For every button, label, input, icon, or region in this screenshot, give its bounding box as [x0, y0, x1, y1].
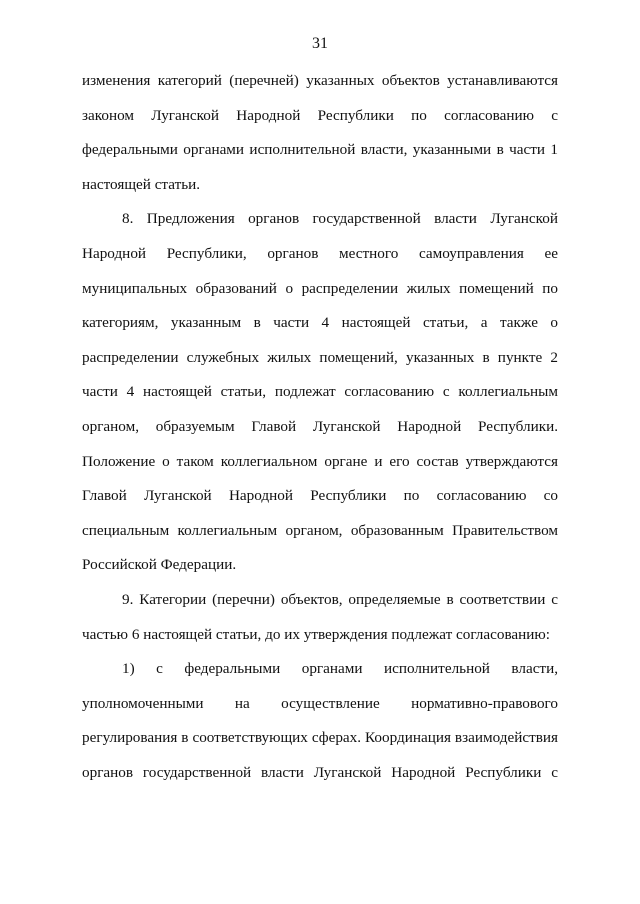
text-line: муниципальных образований о распределении жилых помещений по	[82, 279, 558, 297]
text-line: части 4 настоящей статьи, подлежат согласованию с коллегиальным	[82, 383, 558, 401]
text-line: уполномоченными на осуществление нормативно-правового	[82, 694, 558, 712]
text-line: категориям, указанным в части 4 настоящей статьи, а также о	[82, 314, 558, 332]
text-line: 9. Категории (перечни) объектов, определяемые в соответствии с	[122, 590, 558, 608]
text-line: Российской Федерации.	[82, 556, 237, 574]
text-line: Главой Луганской Народной Республики по согласованию со	[82, 487, 558, 505]
text-line: законом Луганской Народной Республики по согласованию с	[82, 106, 558, 124]
text-line: 1) с федеральными органами исполнительной власти,	[122, 660, 558, 678]
text-line: изменения категорий (перечней) указанных объектов устанавливаются	[82, 72, 558, 89]
text-line: распределении служебных жилых помещений, указанных в пункте 2	[82, 348, 558, 366]
text-line: 8. Предложения органов государственной власти Луганской	[122, 210, 558, 228]
page-number: 31	[312, 35, 328, 52]
text-line: настоящей статьи.	[82, 175, 201, 193]
text-line: органов государственной власти Луганской Народной Республики с	[82, 763, 558, 781]
text-line: Народной Республики, органов местного самоуправления ее	[82, 244, 558, 262]
document-body	[82, 64, 558, 790]
text-line: специальным коллегиальным органом, образованным Правительством	[82, 521, 558, 539]
text-line: Положение о таком коллегиальном органе и его состав утверждаются	[82, 452, 558, 470]
text-line: частью 6 настоящей статьи, до их утверждения подлежат согласованию:	[82, 625, 550, 643]
text-line: регулирования в соответствующих сферах. Координация взаимодействия	[82, 729, 558, 747]
text-line: федеральными органами исполнительной власти, указанными в части 1	[82, 141, 558, 159]
text-line: органом, образуемым Главой Луганской Народной Республики.	[82, 417, 558, 435]
